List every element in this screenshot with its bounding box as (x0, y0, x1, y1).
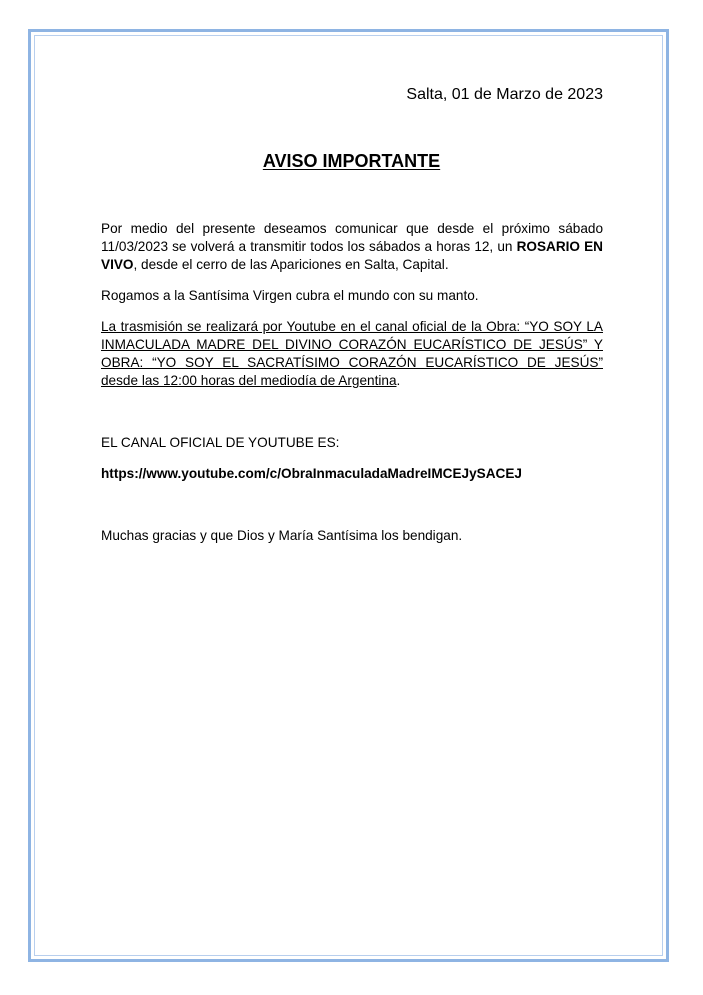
document-date: Salta, 01 de Marzo de 2023 (406, 86, 603, 103)
page-border-inner (34, 35, 663, 956)
announcement-text-end: , desde el cerro de las Apariciones en Salta, Capital. (133, 257, 449, 272)
youtube-channel-url[interactable]: https://www.youtube.com/c/ObraInmaculadaMadreIMCEJySACEJ (101, 466, 522, 481)
rosario-en-vivo-emphasis: ROSARIO EN VIVO (101, 239, 603, 272)
closing-blessing: Muchas gracias y que Dios y María Santísima los bendigan. (101, 528, 463, 543)
announcement-paragraph (101, 220, 603, 274)
transmission-period: . (396, 373, 401, 388)
announcement-text-start: Por medio del presente deseamos comunicar que desde el próximo sábado 11/03/2023 se volverá a transmitir todos los sábados a horas 12, un (101, 221, 603, 254)
document-title: AVISO IMPORTANTE (262, 151, 441, 171)
channel-label: EL CANAL OFICIAL DE YOUTUBE ES: (101, 435, 340, 450)
transmission-underlined-text: La trasmisión se realizará por Youtube en el canal oficial de la Obra: “YO SOY LA INMACULADA MADRE DEL DIVINO CORAZÓN EUCARÍSTICO DE JESÚS” Y OBRA: “YO SOY EL SACRATÍSIMO CORAZÓN EUCARÍSTICO DE JESÚS” desde las 12:00 horas del mediodía de Argentina (101, 319, 603, 388)
prayer-paragraph: Rogamos a la Santísima Virgen cubra el mundo con su manto. (101, 288, 479, 303)
transmission-paragraph (101, 318, 603, 390)
